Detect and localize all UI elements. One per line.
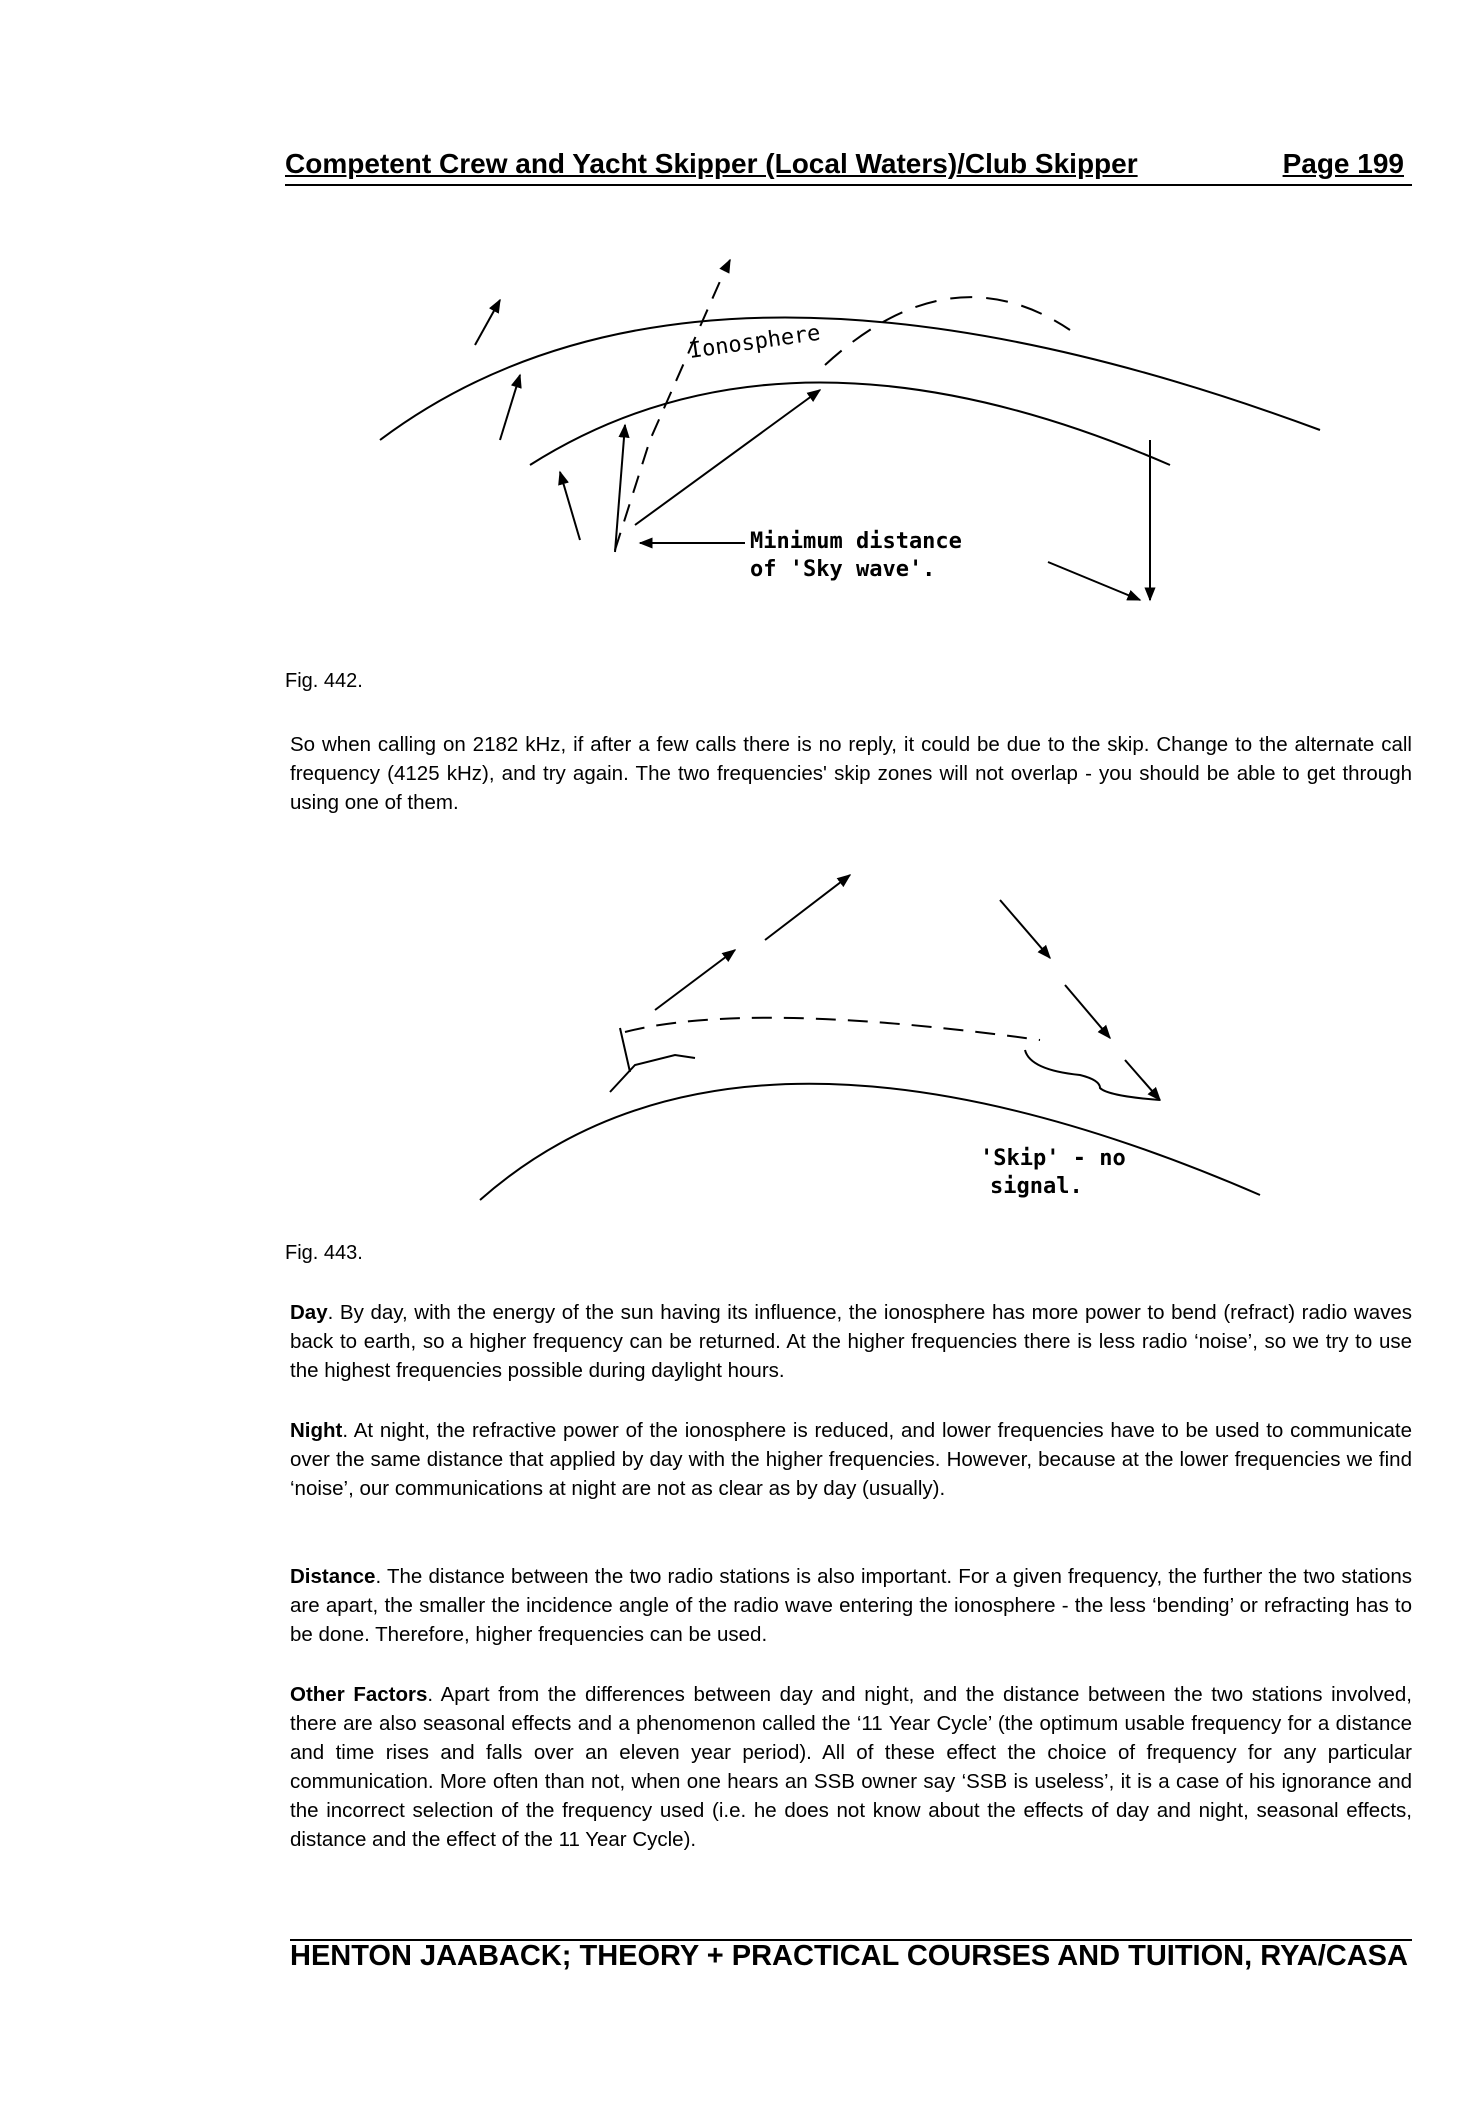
skip-label-1: 'Skip' - no <box>980 1146 1126 1171</box>
tx-antenna <box>620 1028 630 1072</box>
sky-wave-dashed <box>615 260 730 550</box>
radio-wave-2 <box>500 375 520 440</box>
sky-wave-down-1 <box>1000 900 1050 958</box>
min-distance-label-2: of 'Sky wave'. <box>750 557 936 582</box>
section-text: . By day, with the energy of the sun having its influence, the ionosphere has more power to bend (refract) radio waves back to earth, so a higher frequency can be returned. At the higher frequencies there is less radio ‘noise’, so we try to use the highest frequencies possible during daylight hours. <box>290 1301 1412 1382</box>
sky-wave-up-1 <box>655 950 735 1010</box>
radio-wave-3 <box>560 472 580 540</box>
figure-442-diagram <box>350 240 1350 660</box>
section-heading: Night <box>290 1419 343 1442</box>
page-header <box>285 148 1412 186</box>
earth-surface-arc <box>480 1084 1260 1200</box>
skip-label-2: signal. <box>990 1174 1083 1199</box>
section-day <box>290 1298 1412 1385</box>
page-number: Page 199 <box>1282 148 1404 179</box>
min-distance-label-1: Minimum distance <box>750 529 962 554</box>
page-footer: HENTON JAABACK; THEORY + PRACTICAL COURSES AND TUITION, RYA/CASA <box>290 1940 1408 1972</box>
sky-wave-dashed-arc <box>825 297 1070 365</box>
section-text: . Apart from the differences between day and night, and the distance between the two stations involved, there are also seasonal effects and a phenomenon called the ‘11 Year Cycle’ (the optimum usable frequency for a distance and time rises and falls over an eleven year period). All of these effect the choice of frequency for any particular communication. More often than not, when one hears an SSB owner say ‘SSB is useless’, it is a case of his ignorance and the incorrect selection of the frequency used (i.e. he does not know about the effects of day and night, seasonal effects, distance and the effect of the 11 Year Cycle). <box>290 1683 1413 1851</box>
section-heading: Distance <box>290 1565 376 1588</box>
figure-443-diagram <box>460 860 1300 1220</box>
sky-wave-down-2 <box>1065 985 1110 1038</box>
section-heading: Day <box>290 1301 328 1324</box>
minimum-distance-pointer <box>1048 562 1140 600</box>
ionosphere-arc <box>380 317 1320 440</box>
section-distance <box>290 1562 1412 1649</box>
section-other-factors <box>290 1680 1412 1854</box>
section-heading: Other Factors <box>290 1683 428 1706</box>
ionosphere-label: Ionosphere <box>687 320 822 364</box>
figure-443-caption: Fig. 443. <box>285 1242 363 1264</box>
ground-wave-dashed <box>625 1018 1040 1040</box>
transmitter-vessel <box>610 1055 695 1092</box>
section-text: . At night, the refractive power of the ionosphere is reduced, and lower frequencies have to be used to communicate over the same distance that applied by day with the higher frequencies. However, because at the lower frequencies we find ‘noise’, our communications at night are not as clear as by day (usually). <box>290 1419 1412 1500</box>
figure-442-caption: Fig. 442. <box>285 670 363 692</box>
paragraph-skip: So when calling on 2182 kHz, if after a few calls there is no reply, it could be due to the skip. Change to the alternate call frequency (4125 kHz), and try again. The two frequencies' skip zones will not overlap - you should be able to get through using one of them. <box>290 733 1412 814</box>
sky-wave-up-2 <box>765 875 850 940</box>
earth-surface-arc <box>530 383 1170 466</box>
radio-wave-1 <box>475 300 500 345</box>
header-title: Competent Crew and Yacht Skipper (Local Waters)/Club Skipper <box>285 148 1138 179</box>
section-text: . The distance between the two radio stations is also important. For a given frequency, the further the two stations are apart, the smaller the incidence angle of the radio wave entering the ionosphere - the less ‘bending’ or refracting has to be done. Therefore, higher frequencies can be used. <box>290 1565 1412 1646</box>
radio-wave-5 <box>635 390 820 525</box>
sky-wave-down-3 <box>1125 1060 1160 1100</box>
section-night <box>290 1416 1412 1503</box>
skip-zone-brace <box>1025 1050 1160 1100</box>
